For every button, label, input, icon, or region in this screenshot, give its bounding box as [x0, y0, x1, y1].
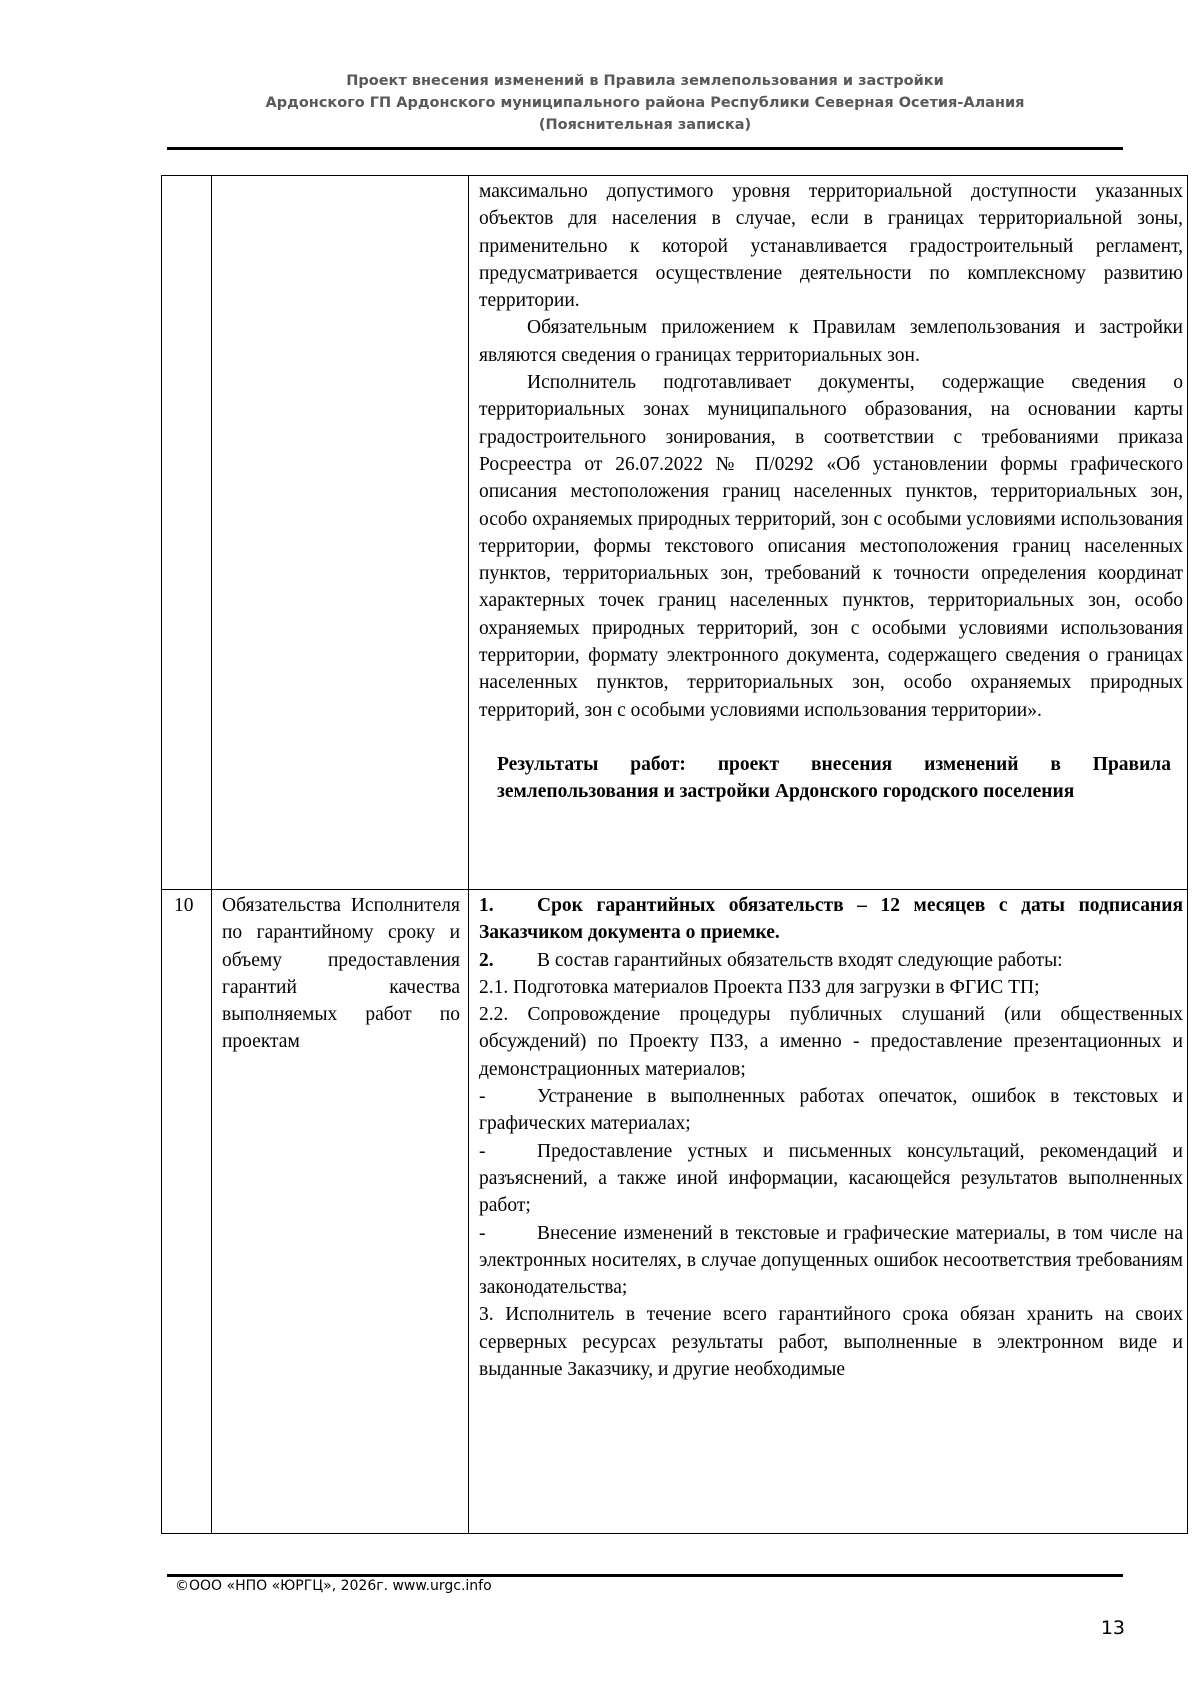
dash-mark: -: [479, 1086, 486, 1108]
dash-item: [479, 1220, 1183, 1302]
list-text: В состав гарантийных обязательств входят следующие работы:: [537, 949, 1063, 971]
footer-copyright: ©ООО «НПО «ЮРГЦ», 2026г. www.urgc.info: [175, 1578, 492, 1594]
list-text: Срок гарантийных обязательств – 12 месяцев с даты подписания Заказчиком документа о приемке.: [479, 895, 1183, 944]
dash-item: [479, 1083, 1183, 1138]
results-statement: Результаты работ: проект внесения изменений в Правила землепользования и застройки Ардонского городского поселения: [497, 753, 1171, 803]
requirements-table: [161, 175, 1188, 1534]
list-item: 2.2. Сопровождение процедуры публичных слушаний (или общественных обсуждений) по Проекту ПЗЗ, а именно - предоставление презентационных и демонстрационных материалов;: [479, 1004, 1183, 1080]
page-number: 13: [1100, 1617, 1125, 1639]
header-divider: [167, 147, 1123, 150]
list-item: [479, 947, 1183, 974]
paragraph: Обязательным приложением к Правилам землепользования и застройки являются сведения о границах территориальных зон.: [479, 317, 1183, 366]
paragraph: Исполнитель подготавливает документы, содержащие сведения о территориальных зонах муниципального образования, на основании карты градостроительного зонирования, в соответствии с требованиями приказа Росреестра от 26.07.2022 № П/0292 «Об установлении формы графического описания местоположения границ населенных пунктов, территориальных зон, особо охраняемых природных территорий, зон с особыми условиями использования территории, формы текстового описания местоположения границ населенных пунктов, территориальных зон, требований к точности определения координат характерных точек границ населенных пунктов, территориальных зон, особо охраняемых природных территорий, зон с особыми условиями использования территории, формату электронного документа, содержащего сведения о границах населенных пунктов, территориальных зон, особо охраняемых природных территорий, зон с особыми условиями использования территории».: [479, 372, 1183, 721]
list-item: [479, 892, 1183, 947]
row-content-cell: [469, 176, 1188, 890]
dash-text: Предоставление устных и письменных консультаций, рекомендаций и разъяснений, а также иной информации, касающейся результатов выполненных работ;: [479, 1140, 1183, 1217]
list-item: 3. Исполнитель в течение всего гарантийного срока обязан хранить на своих серверных ресурсах результаты работ, выполненные в электронном виде и выданные Заказчику, и другие необходимые: [479, 1304, 1183, 1381]
dash-item: [479, 1138, 1183, 1220]
header-title-line-3: (Пояснительная записка): [538, 117, 752, 133]
dash-text: Устранение в выполненных работах опечаток, ошибок в текстовых и графических материалах;: [479, 1086, 1183, 1135]
list-number: 1.: [479, 895, 494, 916]
blank-line: [479, 724, 1183, 751]
footer-divider: [167, 1574, 1123, 1577]
list-item: 2.1. Подготовка материалов Проекта ПЗЗ для загрузки в ФГИС ТП;: [479, 976, 1040, 998]
row-content-cell: [469, 890, 1188, 1534]
dash-mark: -: [479, 1222, 486, 1244]
dash-mark: -: [479, 1140, 486, 1162]
paragraph: максимально допустимого уровня территориальной доступности указанных объектов для населения в случае, если в границах территориальной зоны, применительно к которой устанавливается градостроительный регламент, предусматривается осуществление деятельности по комплексному развитию территории.: [479, 181, 1183, 312]
table-row: [162, 176, 1188, 890]
header-title-line-2: Ардонского ГП Ардонского муниципального района Республики Северная Осетия-Алания: [265, 95, 1025, 111]
dash-text: Внесение изменений в текстовые и графические материалы, в том числе на электронных носителях, в случае допущенных ошибок несоответствия требованиям законодательства;: [479, 1222, 1183, 1299]
list-number: 2.: [479, 949, 494, 971]
document-header: [167, 70, 1123, 136]
row-number-cell: 10: [162, 890, 212, 1534]
header-title-line-1: Проект внесения изменений в Правила землепользования и застройки: [346, 73, 944, 89]
row-number-cell: [162, 176, 212, 890]
row-label-cell: Обязательства Исполнителя по гарантийному сроку и объему предоставления гарантий качества выполняемых работ по проектам: [212, 890, 469, 1534]
row-label-cell: [212, 176, 469, 890]
table-row: [162, 890, 1188, 1534]
